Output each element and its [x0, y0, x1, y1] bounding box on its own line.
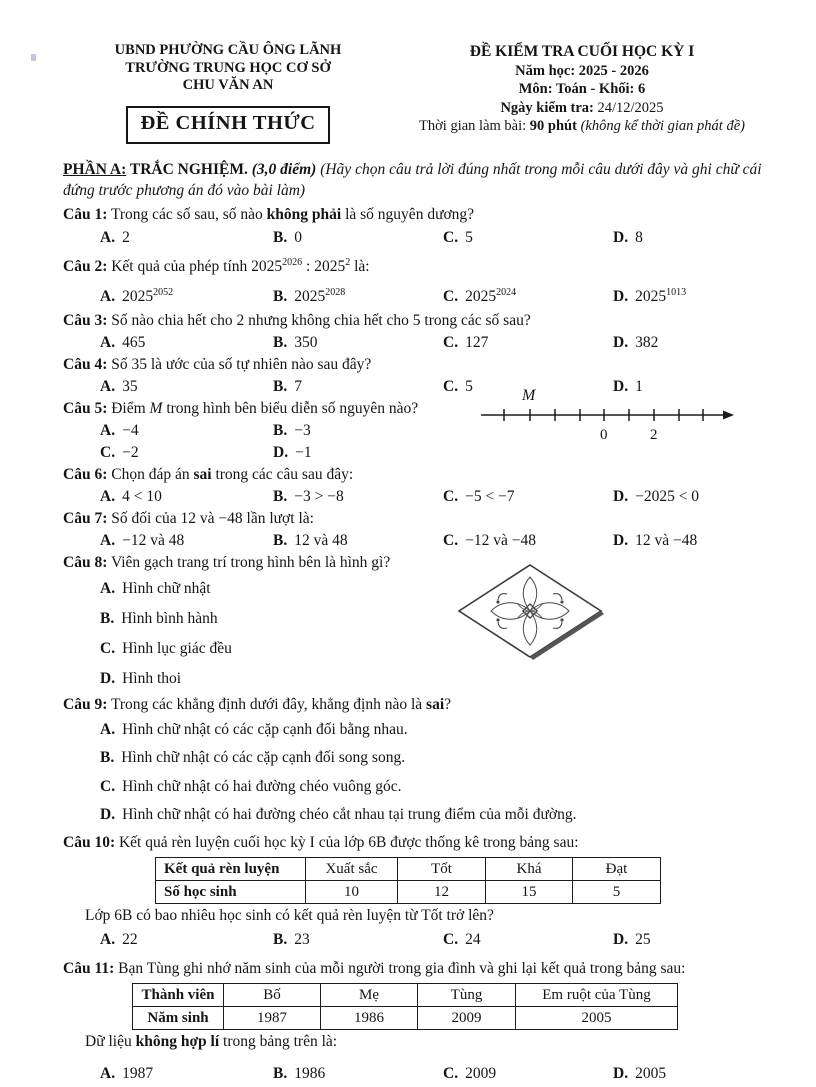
school-name-line1: TRƯỜNG TRUNG HỌC CƠ SỞ: [125, 59, 331, 76]
q2-option-b: B. $2025^{2028}$: [273, 286, 346, 305]
q8-option-a: A. Hình chữ nhật: [100, 579, 211, 597]
q2-option-c: C. $2025^{2024}$: [443, 286, 517, 305]
part-a-points: (3,0 điểm): [247, 160, 317, 178]
duration-note: (không kể thời gian phát đề): [580, 118, 745, 134]
q3-text: Câu 3: Số nào chia hết cho 2 nhưng không chia hết cho 5 trong các số sau?: [63, 311, 531, 329]
two-label: 2: [650, 426, 658, 443]
duration-value: 90 phút: [529, 118, 581, 134]
q3-option-d: D. 382: [613, 333, 659, 351]
zero-label: 0: [600, 426, 608, 443]
question-8: [63, 552, 771, 694]
q7-text: Câu 7: Số đối của 12 và −48 lần lượt là:: [63, 509, 314, 527]
q6-option-d: D. −2025 < 0: [613, 487, 700, 505]
question-2: [63, 250, 771, 310]
question-10: [63, 832, 771, 952]
q6-text: Câu 6: Chọn đáp án sai trong các câu sau đây:: [63, 465, 354, 483]
exam-date: [393, 99, 771, 118]
q4-text: Câu 4: Số 35 là ước của số tự nhiên nào sau đây?: [63, 355, 372, 373]
q10-option-b: B. 23: [273, 930, 310, 948]
decorative-tile-figure: [455, 561, 605, 661]
q8-option-c: C. Hình lục giác đều: [100, 639, 232, 657]
part-a-title: TRẮC NGHIỆM.: [126, 160, 248, 178]
q4-option-c: C. 5: [443, 377, 473, 395]
q7-option-c: C. −12 và −48: [443, 531, 536, 549]
official-exam-stamp: ĐỀ CHÍNH THỨC: [126, 106, 329, 144]
q8-option-d: D. Hình thoi: [100, 669, 182, 687]
q8-text: Câu 8: Viên gạch trang trí trong hình bên là hình gì?: [63, 553, 391, 571]
q4-option-b: B. 7: [273, 377, 302, 395]
q11-text: Câu 11: Bạn Tùng ghi nhớ năm sinh của mỗi người trong gia đình và ghi lại kết quả trong bảng sau:: [63, 959, 686, 977]
q10-options: [100, 927, 771, 952]
q1-options: [100, 226, 771, 250]
subject-grade: Môn: Toán - Khối: 6: [518, 81, 646, 97]
q3-option-b: B. 350: [273, 333, 318, 351]
question-3: [63, 310, 771, 354]
exam-date-label: Ngày kiểm tra:: [500, 99, 594, 116]
q6-option-a: A. 4 < 10: [100, 487, 162, 505]
q10-option-c: C. 24: [443, 930, 481, 948]
q11-option-d: D. 2005: [613, 1064, 667, 1082]
q3-option-a: A. 465: [100, 333, 146, 351]
question-11: [63, 958, 771, 1087]
q10-text: Câu 10: Kết quả rèn luyện cuối học kỳ I của lớp 6B được thống kê trong bảng sau:: [63, 833, 579, 851]
part-a-heading: [63, 159, 771, 202]
q10-option-d: D. 25: [613, 930, 651, 948]
q9-option-d: D. Hình chữ nhật có hai đường chéo cắt nhau tại trung điểm của mỗi đường.: [100, 806, 577, 824]
q10-table: [155, 857, 661, 904]
q6-option-b: B. −3 > −8: [273, 487, 344, 505]
exam-header: [63, 42, 771, 144]
q11-table: [132, 983, 678, 1030]
q8-option-b: B. Hình bình hành: [100, 609, 218, 627]
q9-options: [100, 716, 771, 830]
q5-options-row1: [100, 420, 510, 442]
q6-option-c: C. −5 < −7: [443, 487, 515, 505]
q11-option-c: C. 2009: [443, 1064, 497, 1082]
q7-option-b: B. 12 và 48: [273, 531, 348, 549]
q10-table-header-row: Kết quả rèn luyện Xuất sắc Tốt Khá Đạt: [156, 857, 661, 880]
exam-info-block: [393, 42, 771, 144]
q5-option-c: C. −2: [100, 443, 139, 461]
q11-table-value-row: Năm sinh 1987 1986 2009 2005: [133, 1006, 678, 1029]
q10-subquestion: Lớp 6B có bao nhiêu học sinh có kết quả rèn luyện từ Tốt trở lên?: [85, 906, 494, 924]
school-name-line2: CHU VĂN AN: [182, 77, 274, 93]
question-6: [63, 464, 771, 508]
q1-option-b: B. 0: [273, 228, 302, 246]
q8-options: [100, 574, 771, 694]
q7-option-d: D. 12 và −48: [613, 531, 698, 549]
q9-option-c: C. Hình chữ nhật có hai đường chéo vuông góc.: [100, 777, 402, 795]
q1-option-a: A. 2: [100, 228, 130, 246]
point-m-label: M: [522, 386, 536, 404]
q3-options: [100, 332, 771, 354]
q11-subquestion: Dữ liệu không hợp lí trong bảng trên là:: [85, 1032, 338, 1050]
duration-label: Thời gian làm bài:: [419, 118, 530, 134]
q5-option-a: A. −4: [100, 421, 139, 439]
q4-option-d: D. 1: [613, 377, 643, 395]
q7-options: [100, 530, 771, 552]
q2-option-d: D. $2025^{1013}$: [613, 286, 687, 305]
q11-option-a: A. 1987: [100, 1064, 154, 1082]
exam-date-value: 24/12/2025: [593, 99, 664, 116]
number-line-figure: [471, 385, 763, 445]
q2-text: Câu 2: Kết quả của phép tính $2025^{2026}$ : 2025$^2$ là:: [63, 256, 370, 275]
q10-table-value-row: Số học sinh 10 12 15 5: [156, 880, 661, 903]
number-line-arrow: [723, 410, 734, 419]
q9-text: Câu 9: Trong các khẳng định dưới đây, khẳng định nào là sai?: [63, 695, 452, 713]
q1-option-c: C. 5: [443, 228, 473, 246]
q9-option-b: B. Hình chữ nhật có các cặp cạnh đối song song.: [100, 749, 406, 767]
question-1: [63, 204, 771, 250]
q4-option-a: A. 35: [100, 377, 138, 395]
q11-options: [100, 1061, 771, 1087]
q2-expression: $2025^{2026}$ : 2025$^2$: [251, 256, 351, 275]
q1-text: Câu 1: Trong các số sau, số nào không phải là số nguyên dương?: [63, 205, 475, 223]
q11-table-header-row: Thành viên Bố Mẹ Tùng Em ruột của Tùng: [133, 983, 678, 1006]
exam-title: ĐỀ KIỂM TRA CUỐI HỌC KỲ I: [469, 43, 695, 60]
school-block: [63, 42, 393, 144]
part-a-label: PHẦN A:: [63, 160, 127, 178]
q5-options-row2: [100, 442, 510, 464]
q1-option-d: D. 8: [613, 228, 643, 246]
question-7: [63, 508, 771, 552]
scan-artifact: [31, 54, 36, 61]
q9-option-a: A. Hình chữ nhật có các cặp cạnh đối bằng nhau.: [100, 720, 408, 738]
q2-options: [100, 280, 771, 310]
q2-option-a: A. $2025^{2052}$: [100, 286, 174, 305]
q11-option-b: B. 1986: [273, 1064, 326, 1082]
q10-option-a: A. 22: [100, 930, 138, 948]
issuing-authority: UBND PHƯỜNG CẦU ÔNG LÃNH: [114, 42, 342, 58]
q5-option-d: D. −1: [273, 443, 312, 461]
q5-option-b: B. −3: [273, 421, 311, 439]
q6-options: [100, 486, 771, 508]
question-9: [63, 694, 771, 830]
exam-duration: [393, 117, 771, 136]
q5-text: Câu 5: Điểm M trong hình bên biểu diễn số nguyên nào?: [63, 399, 419, 417]
q7-option-a: A. −12 và 48: [100, 531, 185, 549]
part-a-note: (Hãy chọn câu trả lời đúng nhất trong mỗi câu dưới đây và ghi chữ cái đứng trước phương án đó vào bài làm): [63, 160, 762, 199]
school-year: Năm học: 2025 - 2026: [515, 62, 649, 79]
q3-option-c: C. 127: [443, 333, 489, 351]
